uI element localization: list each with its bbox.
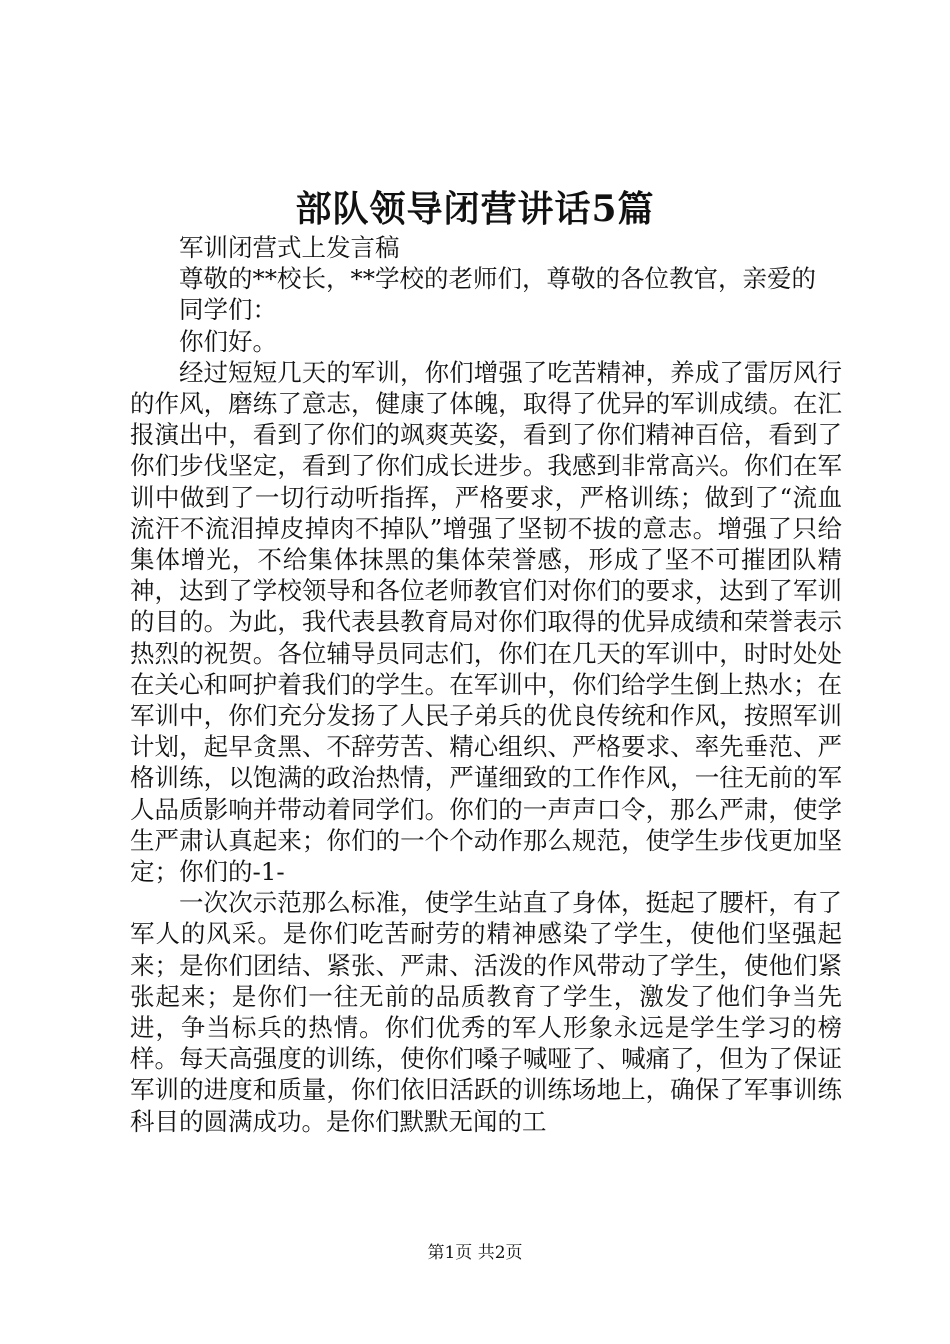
document-body — [130, 232, 842, 1137]
greeting: 你们好。 — [179, 326, 277, 356]
speech-heading: 军训闭营式上发言稿 — [179, 233, 400, 262]
page-number-footer: 第1页 共2页 — [427, 1243, 523, 1263]
body-paragraph: 一次次示范那么标准，使学生站直了身体，挺起了腰杆，有了军人的风采。是你们吃苦耐劳的精神感染了学生，使他们坚强起来；是你们团结、紧张、严肃、活泼的作风带动了学生，使他们紧张起来；是你们一往无前的品质教育了学生，激发了他们争当先进，争当标兵的热情。你们优秀的军人形象永远是学生学习的榜样。每天高强度的训练，使你们嗓子喊哑了、喊痛了，但为了保证军训的进度和质量，你们依旧活跃的训练场地上，确保了军事训练科目的圆满成功。是你们默默无闻的工 — [130, 888, 842, 1136]
body-paragraph: 经过短短几天的军训，你们增强了吃苦精神，养成了雷厉风行的作风，磨练了意志，健康了体魄，取得了优异的军训成绩。在汇报演出中，看到了你们的飒爽英姿，看到了你们精神百倍，看到了你们步伐坚定，看到了你们成长进步。我感到非常高兴。你们在军训中做到了一切行动听指挥，严格要求，严格训练；做到了“流血流汗不流泪掉皮掉肉不掉队”增强了坚韧不拔的意志。增强了只给集体增光，不给集体抹黑的集体荣誉感，形成了坚不可摧团队精神，达到了学校领导和各位老师教官们对你们的要求，达到了军训的目的。为此，我代表县教育局对你们取得的优异成绩和荣誉表示热烈的祝贺。各位辅导员同志们，你们在几天的军训中，时时处处在关心和呵护着我们的学生。在军训中，你们给学生倒上热水；在军训中，你们充分发扬了人民子弟兵的优良传统和作风，按照军训计划，起早贪黑、不辞劳苦、精心组织、严格要求、率先垂范、严格训练，以饱满的政治热情，严谨细致的工作作风，一往无前的军人品质影响并带动着同学们。你们的一声声口令，那么严肃，使学生严肃认真起来；你们的一个个动作那么规范，使学生步伐更加坚定；你们的-1- — [130, 357, 842, 887]
salutation-line: 尊敬的**校长，**学校的老师们，尊敬的各位教官，亲爱的 — [179, 264, 816, 294]
salutation-continued: 同学们： — [179, 295, 277, 325]
document-title: 部队领导闭营讲话5篇 — [295, 188, 655, 230]
